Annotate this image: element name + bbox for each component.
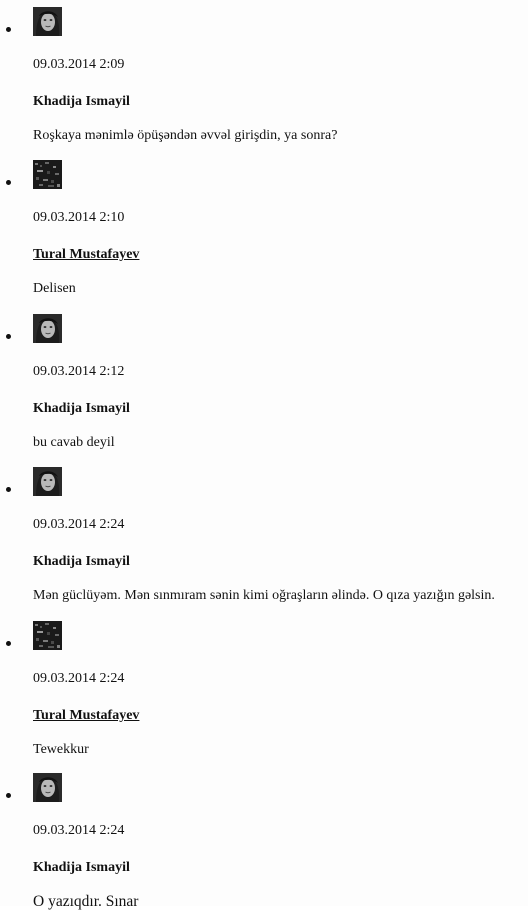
avatar[interactable]: [33, 314, 62, 343]
message-timestamp: 09.03.2014 2:24: [33, 823, 125, 838]
message-text: Tewekkur: [33, 742, 89, 757]
female-portrait-avatar-icon: [33, 467, 62, 496]
list-item: [0, 614, 528, 766]
avatar[interactable]: [33, 621, 62, 650]
list-item: [0, 0, 528, 152]
avatar[interactable]: [33, 467, 62, 496]
female-portrait-avatar-icon: [33, 314, 62, 343]
message-author: Khadija Ismayil: [33, 401, 130, 416]
list-item: [0, 307, 528, 459]
avatar[interactable]: [33, 7, 62, 36]
bullet-marker: [6, 487, 11, 492]
female-portrait-avatar-icon: [33, 773, 62, 802]
list-item: [0, 766, 528, 918]
message-author: Khadija Ismayil: [33, 94, 130, 109]
message-timestamp: 09.03.2014 2:09: [33, 57, 125, 72]
message-text: Mən güclüyəm. Mən sınmıram sənin kimi oğraşların əlində. O qıza yazığın gəlsin.: [33, 588, 495, 603]
list-item: [0, 153, 528, 305]
message-author-link[interactable]: Tural Mustafayev: [33, 708, 140, 723]
message-author: Khadija Ismayil: [33, 860, 130, 875]
female-portrait-avatar-icon: [33, 7, 62, 36]
message-timestamp: 09.03.2014 2:12: [33, 364, 125, 379]
message-timestamp: 09.03.2014 2:24: [33, 671, 125, 686]
avatar[interactable]: [33, 773, 62, 802]
message-author: Khadija Ismayil: [33, 554, 130, 569]
bullet-marker: [6, 27, 11, 32]
message-text: Delisen: [33, 281, 76, 296]
message-author-link[interactable]: Tural Mustafayev: [33, 247, 140, 262]
message-text: O yazıqdır. Sınar: [33, 893, 139, 910]
bullet-marker: [6, 793, 11, 798]
bullet-marker: [6, 180, 11, 185]
avatar[interactable]: [33, 160, 62, 189]
message-timestamp: 09.03.2014 2:10: [33, 210, 125, 225]
list-item: [0, 460, 528, 612]
bullet-marker: [6, 334, 11, 339]
message-text: Roşkaya mənimlə öpüşəndən əvvəl girişdin, ya sonra?: [33, 128, 338, 143]
message-text: bu cavab deyil: [33, 435, 115, 450]
dark-noise-avatar-icon: [33, 160, 62, 189]
message-timestamp: 09.03.2014 2:24: [33, 517, 125, 532]
bullet-marker: [6, 641, 11, 646]
dark-noise-avatar-icon: [33, 621, 62, 650]
